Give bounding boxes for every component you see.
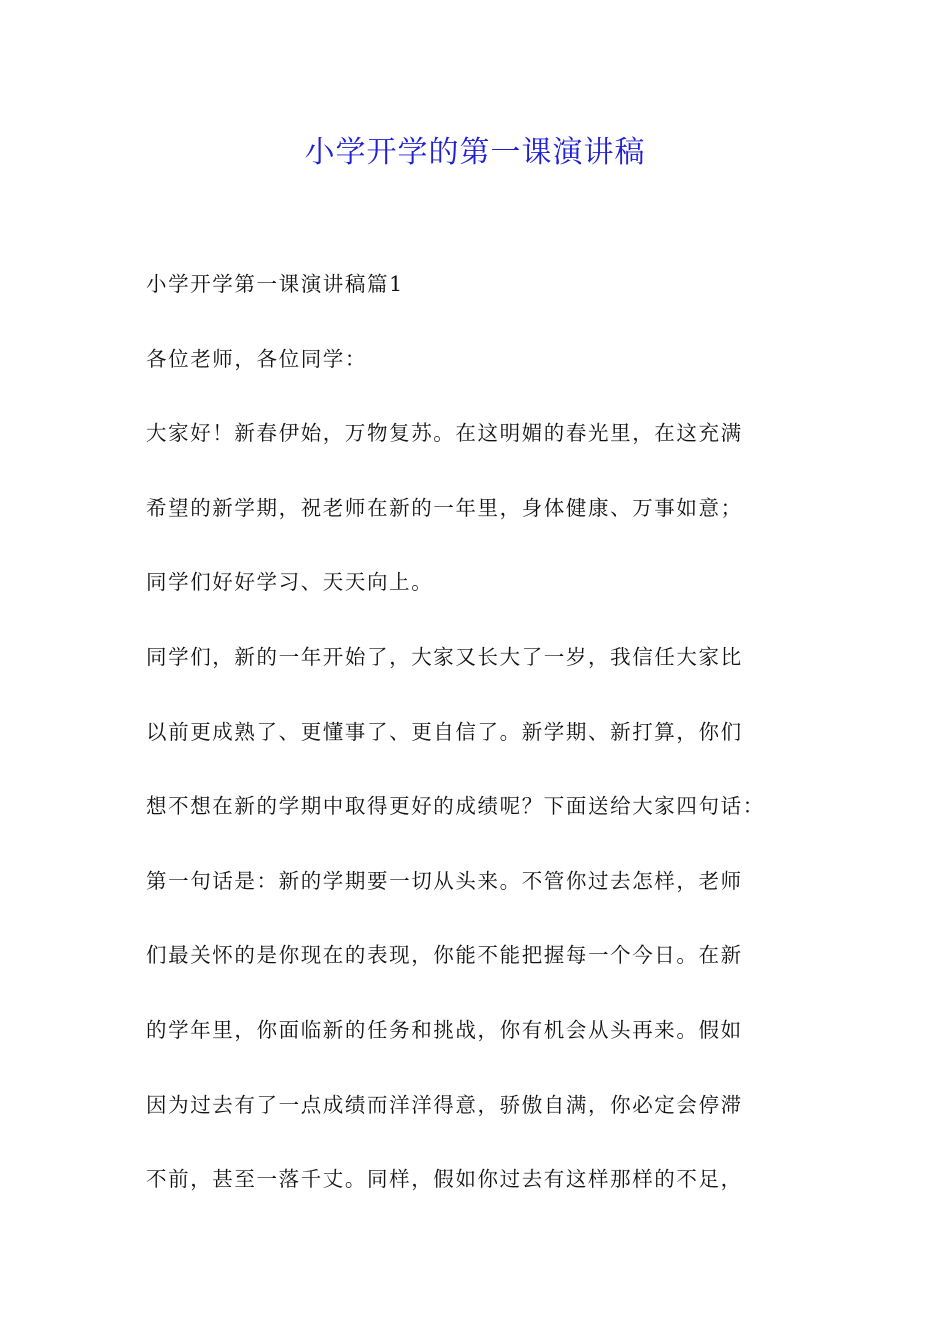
text-line: 们最关怀的是你现在的表现，你能不能把握每一个今日。在新	[146, 943, 743, 968]
text-line: 想不想在新的学期中取得更好的成绩呢？下面送给大家四句话：	[146, 794, 765, 819]
text-line: 以前更成熟了、更懂事了、更自信了。新学期、新打算，你们	[146, 719, 743, 744]
section-heading: 小学开学第一课演讲稿篇1	[146, 272, 404, 296]
text-line: 希望的新学期，祝老师在新的一年里，身体健康、万事如意；	[146, 495, 743, 520]
text-line: 第一句话是：新的学期要一切从头来。不管你过去怎样，老师	[146, 868, 743, 893]
text-line: 同学们，新的一年开始了，大家又长大了一岁，我信任大家比	[146, 644, 743, 669]
document-body	[146, 262, 814, 1232]
text-line: 大家好！新春伊始，万物复苏。在这明媚的春光里，在这充满	[146, 421, 743, 446]
document-title: 小学开学的第一课演讲稿	[304, 135, 646, 170]
text-line: 不前，甚至一落千丈。同样，假如你过去有这样那样的不足，	[146, 1167, 743, 1192]
salutation-line: 各位老师，各位同学：	[146, 346, 367, 371]
text-line: 的学年里，你面临新的任务和挑战，你有机会从头再来。假如	[146, 1017, 743, 1042]
text-line: 同学们好好学习、天天向上。	[146, 570, 434, 595]
text-line: 因为过去有了一点成绩而洋洋得意，骄傲自满，你必定会停滞	[146, 1092, 743, 1117]
